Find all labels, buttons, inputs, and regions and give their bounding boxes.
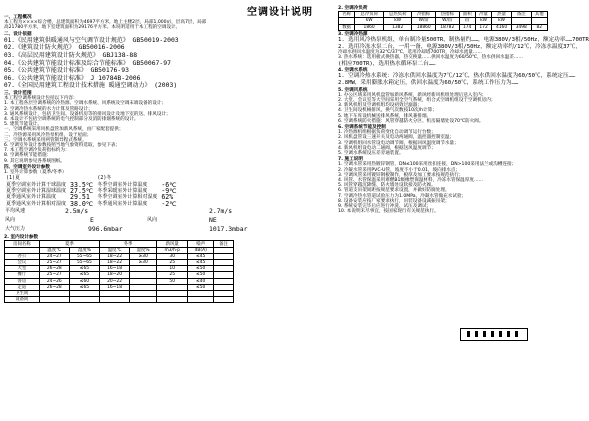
standard-item: 07.《全国民用建筑工程设计技术措施 暖通空调动力》 (2003) xyxy=(4,81,178,90)
table-row: 走道 26~28 ≤65 16~18 ≤50 xyxy=(5,284,234,290)
outdoor-params-table: (1)夏 (2)冬 夏季空调室外计算干球温度 33.5℃ 冬季空调室外计算温度 -6℃ 夏季空调室外计算湿球温度 27.5℃ 冬季采暖室外计算温度 -9℃ 夏季通风室外计算温度 29.51 冬季空调室外计算相对湿度 62% 夏季通风室外计算相对湿度 38.0℃ 冬季通风室外计算温度 -2℃ xyxy=(6,175,177,208)
scope-line: 8. 空调系统节能措施： xyxy=(4,153,52,159)
control-line: 1. 冷热源机组根据负荷变化自动调节运行台数； xyxy=(338,130,436,136)
table-row: 餐厅 25~27 ≤65 18~20 25 ≤50 xyxy=(5,272,234,278)
standard-item: 06.《公共建筑节能设计标准》 J 10784B-2006 xyxy=(4,73,141,82)
table-row: 大堂 26~28 ≤65 16~18 10 ≤50 xyxy=(5,266,234,272)
construction-line: 6. 管道支吊架间距按规范要求设置，并做好防腐处理。 xyxy=(338,188,450,194)
summer-heading: (1)夏 xyxy=(6,175,21,182)
section-heading: 5. 空调风系统 xyxy=(338,87,368,93)
scope-line: 一、空调系统采用风机盘管加新风系统，由厂家配套提供； xyxy=(4,127,124,133)
scope-line: 7. 本工程空调冷负荷指标约为： xyxy=(4,148,70,154)
standard-item: 01.《民用建筑供暖通风与空气调节设计规范》 GB50019-2003 xyxy=(4,35,179,44)
scope-line: 9. 其它说明参见各系统图纸。 xyxy=(4,158,65,164)
air-line: 4. 卫生间设机械排风，换气次数按10次/h计算； xyxy=(338,108,437,114)
section-heading: 6. 空调系统节能及控制 xyxy=(338,124,386,130)
construction-line: 2. 冷凝水管采用PVC-U管，坡度不小于0.01，坡向排水点； xyxy=(338,167,461,173)
scope-line: 5. 建筑节能设计。 xyxy=(4,122,43,128)
section-heading: 二、设计依据 xyxy=(4,31,32,37)
construction-line: 7. 空调冷热水管道试验压力为1.0MPa，冷凝水管做充水试验； xyxy=(338,193,467,199)
section-heading: 2. 室内设计参数 xyxy=(4,235,39,241)
winter-heading: (2)冬 xyxy=(97,175,112,182)
standard-item: 03.《高层民用建筑设计防火规范》 GBJ138-88 xyxy=(4,51,138,59)
table-row: 会议 25~27 55~65 18~22 ≥30 25 ≤45 xyxy=(5,260,234,266)
standard-item: 02.《建筑设计防火规范》 GB50016-2006 xyxy=(4,43,125,52)
air-line: 1. 办公区域采用风机盘管加新风系统，新风经新风机组处理后送入室内； xyxy=(338,92,487,98)
indoor-params-table xyxy=(4,240,234,303)
control-line: 5. 空调水系统设压差旁通装置。 xyxy=(338,150,404,156)
standards-list xyxy=(4,37,270,90)
wind-pressure-table: 平均风速 2.5m/s 2.7m/s 风向 E 风向 NE 大气压力 996.6mbar 1017.3mbar xyxy=(5,207,248,234)
page-title: 空调设计说明 xyxy=(247,7,313,18)
scope-line: 本工程空调系统设计包括以下内容： xyxy=(4,96,78,102)
section-heading: 3. 空调冷热源 xyxy=(338,31,368,37)
construction-line: 3. 空调风管采用镀锌钢板制作，板厚及加工要求按规范执行； xyxy=(338,172,464,178)
scope-line: 3. 通风系统设计，包括卫生间、设备机房等的排风设计及地下室的送、排风设计； xyxy=(4,111,171,117)
section-heading: 四、空调室外设计参数 xyxy=(4,164,50,170)
water-line: 1. 空调冷热水系统：冷冻水供回水温度为7℃/12℃，热水供回水温度为60/50℃，系统定压…… xyxy=(338,73,576,80)
section-heading: 2. 空调冷负荷 xyxy=(338,6,368,11)
standard-item: 04.《公共建筑节能设计标准及综合节能标准》 GB50067-97 xyxy=(4,58,171,67)
construction-line: 8. 设备安装应按厂家要求执行，吊装设备设减振吊架； xyxy=(338,198,450,204)
table-row: 客房 24~26 ≤60 20~22 50 ≤40 xyxy=(5,278,234,284)
construction-line: 5. 风管穿越沉降缝、防火墙处设软接及防火阀。 xyxy=(338,183,436,189)
table-header-row: kW kW W/㎡ W/㎡ ㎡ kW kW xyxy=(339,18,548,24)
control-line: 4. 新风机组设电动二通阀，根据送风温度调节； xyxy=(338,145,436,151)
plant-line: 1. 选用风冷热泵机组，单台制冷量500TR，制热量约……，电源380V/3相/50Hz，额定功率……700TR xyxy=(338,36,589,43)
standard-item: 05.《公共建筑节能设计标准》 GB50176-93 xyxy=(4,66,129,75)
scope-line: 二、冷热源采用风冷热泵机组，设于屋面； xyxy=(4,132,92,138)
section-heading: 一、工程概况 xyxy=(4,15,32,20)
table-row: 卫生间 xyxy=(5,290,234,296)
right-column xyxy=(338,5,589,215)
plant-line: 3. 热水系统：选用板式换热器，热交换量……供回水温度为60/50℃，热水供回水温差…… xyxy=(338,55,524,61)
table-header-row: 温度℃ 湿度% 温度℃ 湿度% m3/h·p dB(A) xyxy=(5,247,234,253)
table-row: 办公 24~27 55~65 18~22 ≥30 30 ≤45 xyxy=(5,253,234,259)
air-line: 2. 大堂、会议室等大空间采用全空气系统，组合式空调机组设于空调机房内； xyxy=(338,97,496,103)
section-heading: 7. 施工说明 xyxy=(338,157,363,163)
air-line: 6. 空调系统防火措施：风管穿越防火分区、机房隔墙处设70℃防火阀。 xyxy=(338,118,484,124)
load-table xyxy=(338,11,548,31)
table-row: 设备间 xyxy=(5,297,234,303)
left-column xyxy=(4,14,270,303)
section-heading: 三、设计范围 xyxy=(4,90,32,96)
construction-line: 1. 空调水管采用热镀锌钢管，DN≤100采用丝扣连接，DN>100采用法兰或沟槽连接； xyxy=(338,162,517,168)
scope-line: 4. 本设计不包括空调系统的电气控制部分及消防排烟系统的设计。 xyxy=(4,116,139,122)
table-header-row: 名称 总冷负荷 总热负荷 冷指标 热指标 面积 冷量 热量 备注 其他 xyxy=(339,12,548,18)
table-header-row: 房间名称 夏季 冬季 新风量 噪声 备注 xyxy=(5,241,234,247)
overview-line: 本工程为××××综合楼，总建筑面积为4697平方米，地上主楼2层，局部1,000㎡，层高7层，局部 xyxy=(4,20,207,26)
air-line: 5. 地下车库设机械送排风系统，排风兼排烟。 xyxy=(338,113,432,119)
section-heading: 4. 空调水系统 xyxy=(338,68,368,74)
control-line: 2. 风机盘管设三速开关及电动两通阀，温控器控制室温； xyxy=(338,135,455,141)
air-line: 3. 新风机组及空调机组均设初效过滤器； xyxy=(338,103,422,109)
scope-line: 三、空调水系统采用两管制异程式系统。 xyxy=(4,137,87,143)
plant-line: (相应700TR)，选用热水循环泵二台…… xyxy=(338,60,436,67)
control-line: 3. 空调机组回水管设电动调节阀，根据回风温度调节水量； xyxy=(338,140,459,146)
subsection-heading: 1. 室外计算参数（夏季/冬季） xyxy=(4,170,67,176)
hatch-symbol xyxy=(460,328,528,341)
construction-line: 4. 风管、水管保温采用难燃B1级橡塑保温材料，冷冻水管保温厚度…… xyxy=(338,178,484,183)
overview-line: 高21780平方米，地下室建筑面积为29176平方米。本说明适用于本工程的空调设计。 xyxy=(4,25,181,31)
scope-line: 6. 空调室外设计参数按照当地气象资料选取，参见下表； xyxy=(4,143,121,148)
plant-line: 冷却水供回水温度为32℃/37℃，选用冷却塔700TR，冷却水流量…… xyxy=(338,50,482,56)
water-line: 2.8MW，采用膨胀水箱定压，供回水温度为60/50℃，系统工作压力为…… xyxy=(338,79,519,86)
construction-line: 9. 系统安装完毕后应进行冲洗、试压及调试； xyxy=(338,204,432,210)
plant-line: 2. 选用冷冻水泵二台，一用一备，电源380V/3相/50Hz，额定功率约/12℃，冷冻水温度37℃， xyxy=(338,43,581,50)
construction-line: 10. 本说明未尽事宜，按国家现行有关规范执行。 xyxy=(338,209,439,215)
scope-line: 2. 空调冷热水系统的水力计算及管路设计； xyxy=(4,106,93,112)
table-row: 数据 1860 1382 18860 18782 174 172 4160 3498 82 xyxy=(339,24,548,30)
scope-line: 1. 本工程各层空调系统的冷热源、空调水系统、风系统及空调末端设备的设计； xyxy=(4,101,167,107)
